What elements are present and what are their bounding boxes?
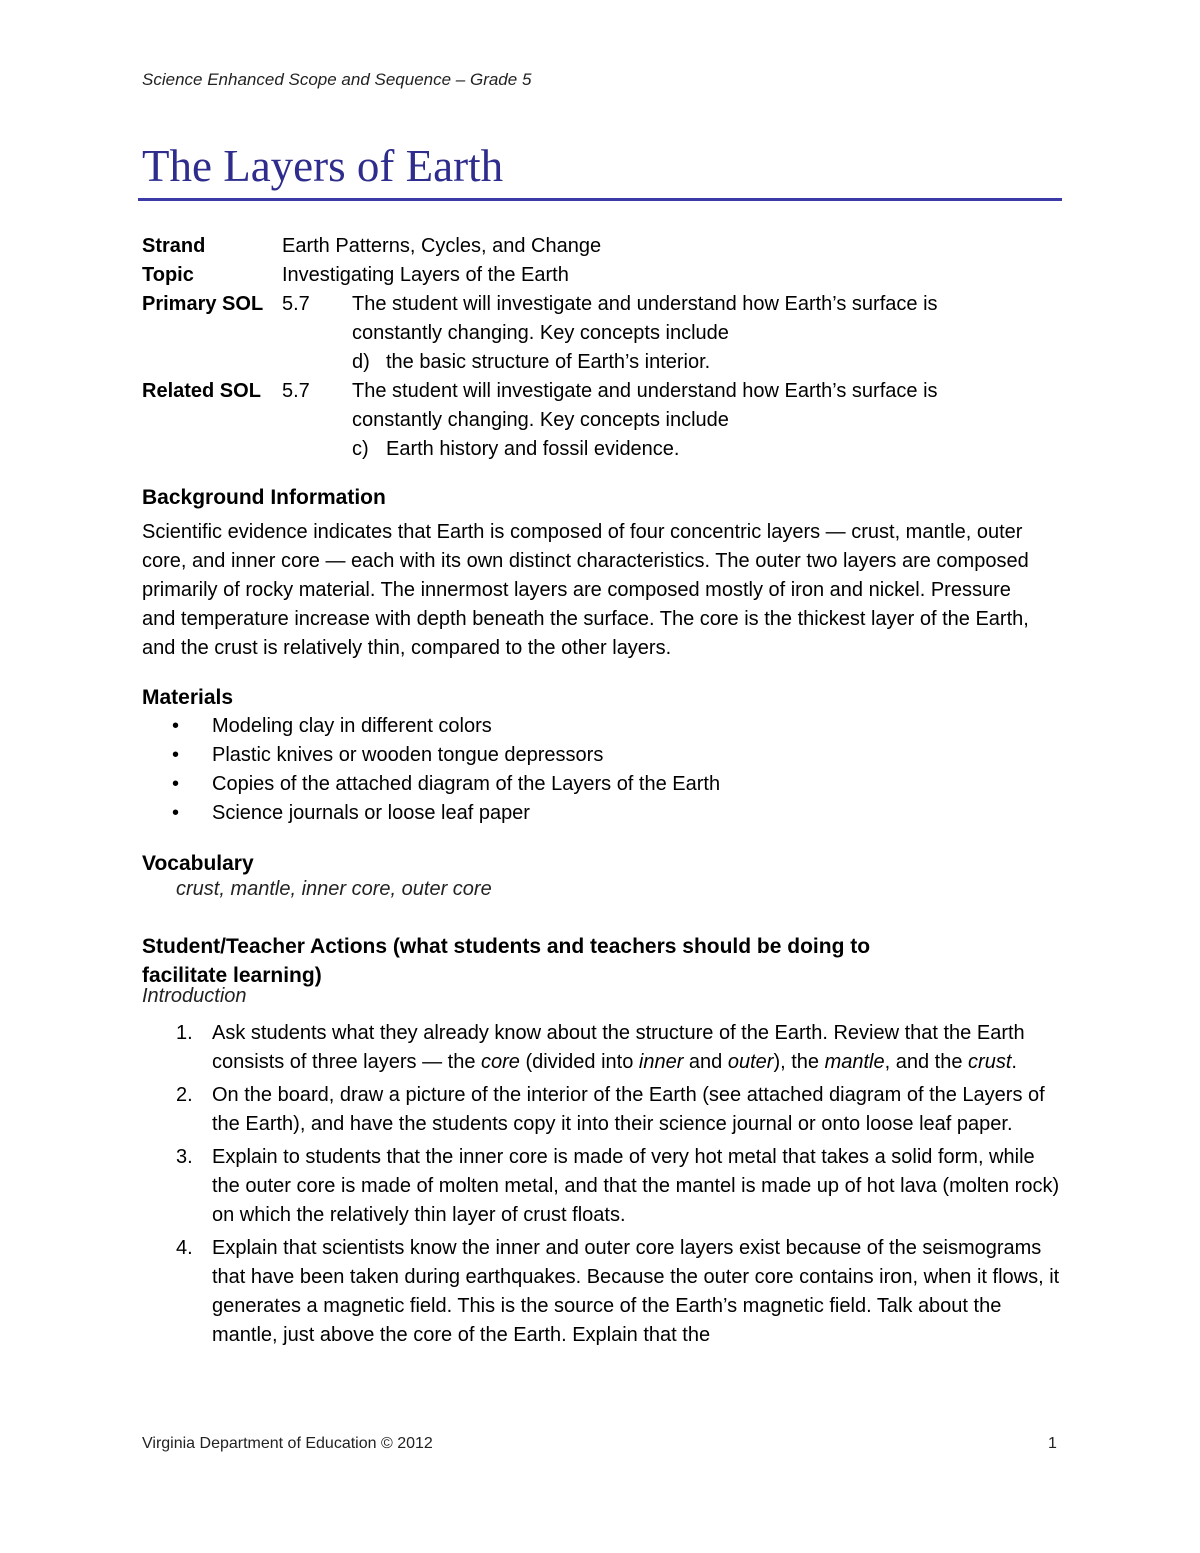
materials-heading: Materials [142,686,234,709]
material-text: Modeling clay in different colors [212,715,492,737]
related-sol-number: 5.7 [282,380,310,402]
term-outer: outer [727,1051,774,1073]
related-sol-sub-text: Earth history and fossil evidence. [386,438,680,460]
step-text [212,1019,1062,1077]
material-text: Science journals or loose leaf paper [212,802,530,824]
term-inner: inner [638,1051,684,1073]
vocabulary-heading: Vocabulary [142,852,254,875]
step-text-part: Ask students what they already know about the structure of the Earth. Review that the Earth consists of three layers — the [212,1022,1025,1073]
term-mantle: mantle [824,1051,885,1073]
step-text: On the board, draw a picture of the interior of the Earth (see attached diagram of the Layers of the Earth), and have the students copy it into their science journal or onto loose leaf paper. [212,1084,1045,1135]
primary-sol-sub-text: the basic structure of Earth’s interior. [386,351,711,373]
strand-row [142,232,1022,261]
related-sol-text [352,377,1022,464]
primary-sol-number: 5.7 [282,293,310,315]
bullet-icon: • [172,715,180,737]
step-number: 4. [176,1237,193,1259]
list-item [142,1081,1062,1139]
introduction-label: Introduction [142,985,247,1007]
primary-sol-description: The student will investigate and understand how Earth’s surface is constantly changing. Key concepts include [352,293,938,344]
topic-row [142,261,1022,290]
list-item [142,1019,1062,1077]
related-sol-row [142,377,1022,464]
actions-heading [142,932,870,990]
bullet-icon: • [172,773,180,795]
step-text: Explain that scientists know the inner and outer core layers exist because of the seismograms that have been taken during earthquakes. Because the outer core contains iron, when it flows, it generates a magnetic field. This is the source of the Earth’s magnetic field. Talk about the mantle, just above the core of the Earth. Explain that the [212,1237,1060,1346]
step-number: 1. [176,1022,193,1044]
list-item [142,1143,1062,1230]
background-heading: Background Information [142,486,386,509]
primary-sol-sub-letter: d) [352,351,370,373]
strand-value: Earth Patterns, Cycles, and Change [282,235,602,257]
step-text-part: . [1011,1051,1017,1073]
term-crust: crust [968,1051,1012,1073]
step-text-part: ), the [773,1051,825,1073]
step-text-part: , and the [884,1051,969,1073]
actions-heading-line2: facilitate learning) [142,964,322,987]
list-item [142,1234,1062,1350]
running-head: Science Enhanced Scope and Sequence – Grade 5 [142,70,532,89]
topic-label: Topic [142,264,194,286]
list-item [142,741,720,770]
primary-sol-row [142,290,1022,377]
primary-sol-text [352,290,1022,377]
step-number: 3. [176,1146,193,1168]
background-text: Scientific evidence indicates that Earth is composed of four concentric layers — crust, mantle, outer core, and inner core — each with its own distinct characteristics. The outer two layers are composed primarily of rocky material. The innermost layers are composed mostly of iron and nickel. Pressure and temperature increase with depth beneath the surface. The core is the thickest layer of the Earth, and the crust is relatively thin, compared to the other layers. [142,521,1029,659]
list-item [142,799,720,828]
step-text: Explain to students that the inner core is made of very hot metal that takes a solid form, while the outer core is made of molten metal, and that the mantel is made up of hot lava (molten rock) on which the relatively thin layer of crust floats. [212,1146,1060,1226]
strand-label: Strand [142,235,206,257]
step-text-part: (divided into [519,1051,639,1073]
vocabulary-text: crust, mantle, inner core, outer core [176,878,492,900]
title-rule [138,198,1062,201]
list-item [142,770,720,799]
sol-metadata [142,232,1022,464]
page-number: 1 [1048,1435,1057,1452]
step-text-part: and [683,1051,728,1073]
step-number: 2. [176,1084,193,1106]
related-sol-label: Related SOL [142,380,261,402]
term-core: core [481,1051,520,1073]
material-text: Plastic knives or wooden tongue depressors [212,744,604,766]
steps-list [142,1019,1062,1354]
footer-copyright: Virginia Department of Education © 2012 [142,1435,433,1452]
materials-list [142,712,720,828]
actions-heading-line1: Student/Teacher Actions (what students and teachers should be doing to [142,935,871,958]
bullet-icon: • [172,744,180,766]
related-sol-description: The student will investigate and understand how Earth’s surface is constantly changing. Key concepts include [352,380,938,431]
bullet-icon: • [172,802,180,824]
related-sol-sub-letter: c) [352,438,369,460]
topic-value: Investigating Layers of the Earth [282,264,569,286]
page-title: The Layers of Earth [142,141,504,191]
primary-sol-label: Primary SOL [142,293,264,315]
material-text: Copies of the attached diagram of the Layers of the Earth [212,773,721,795]
list-item [142,712,720,741]
